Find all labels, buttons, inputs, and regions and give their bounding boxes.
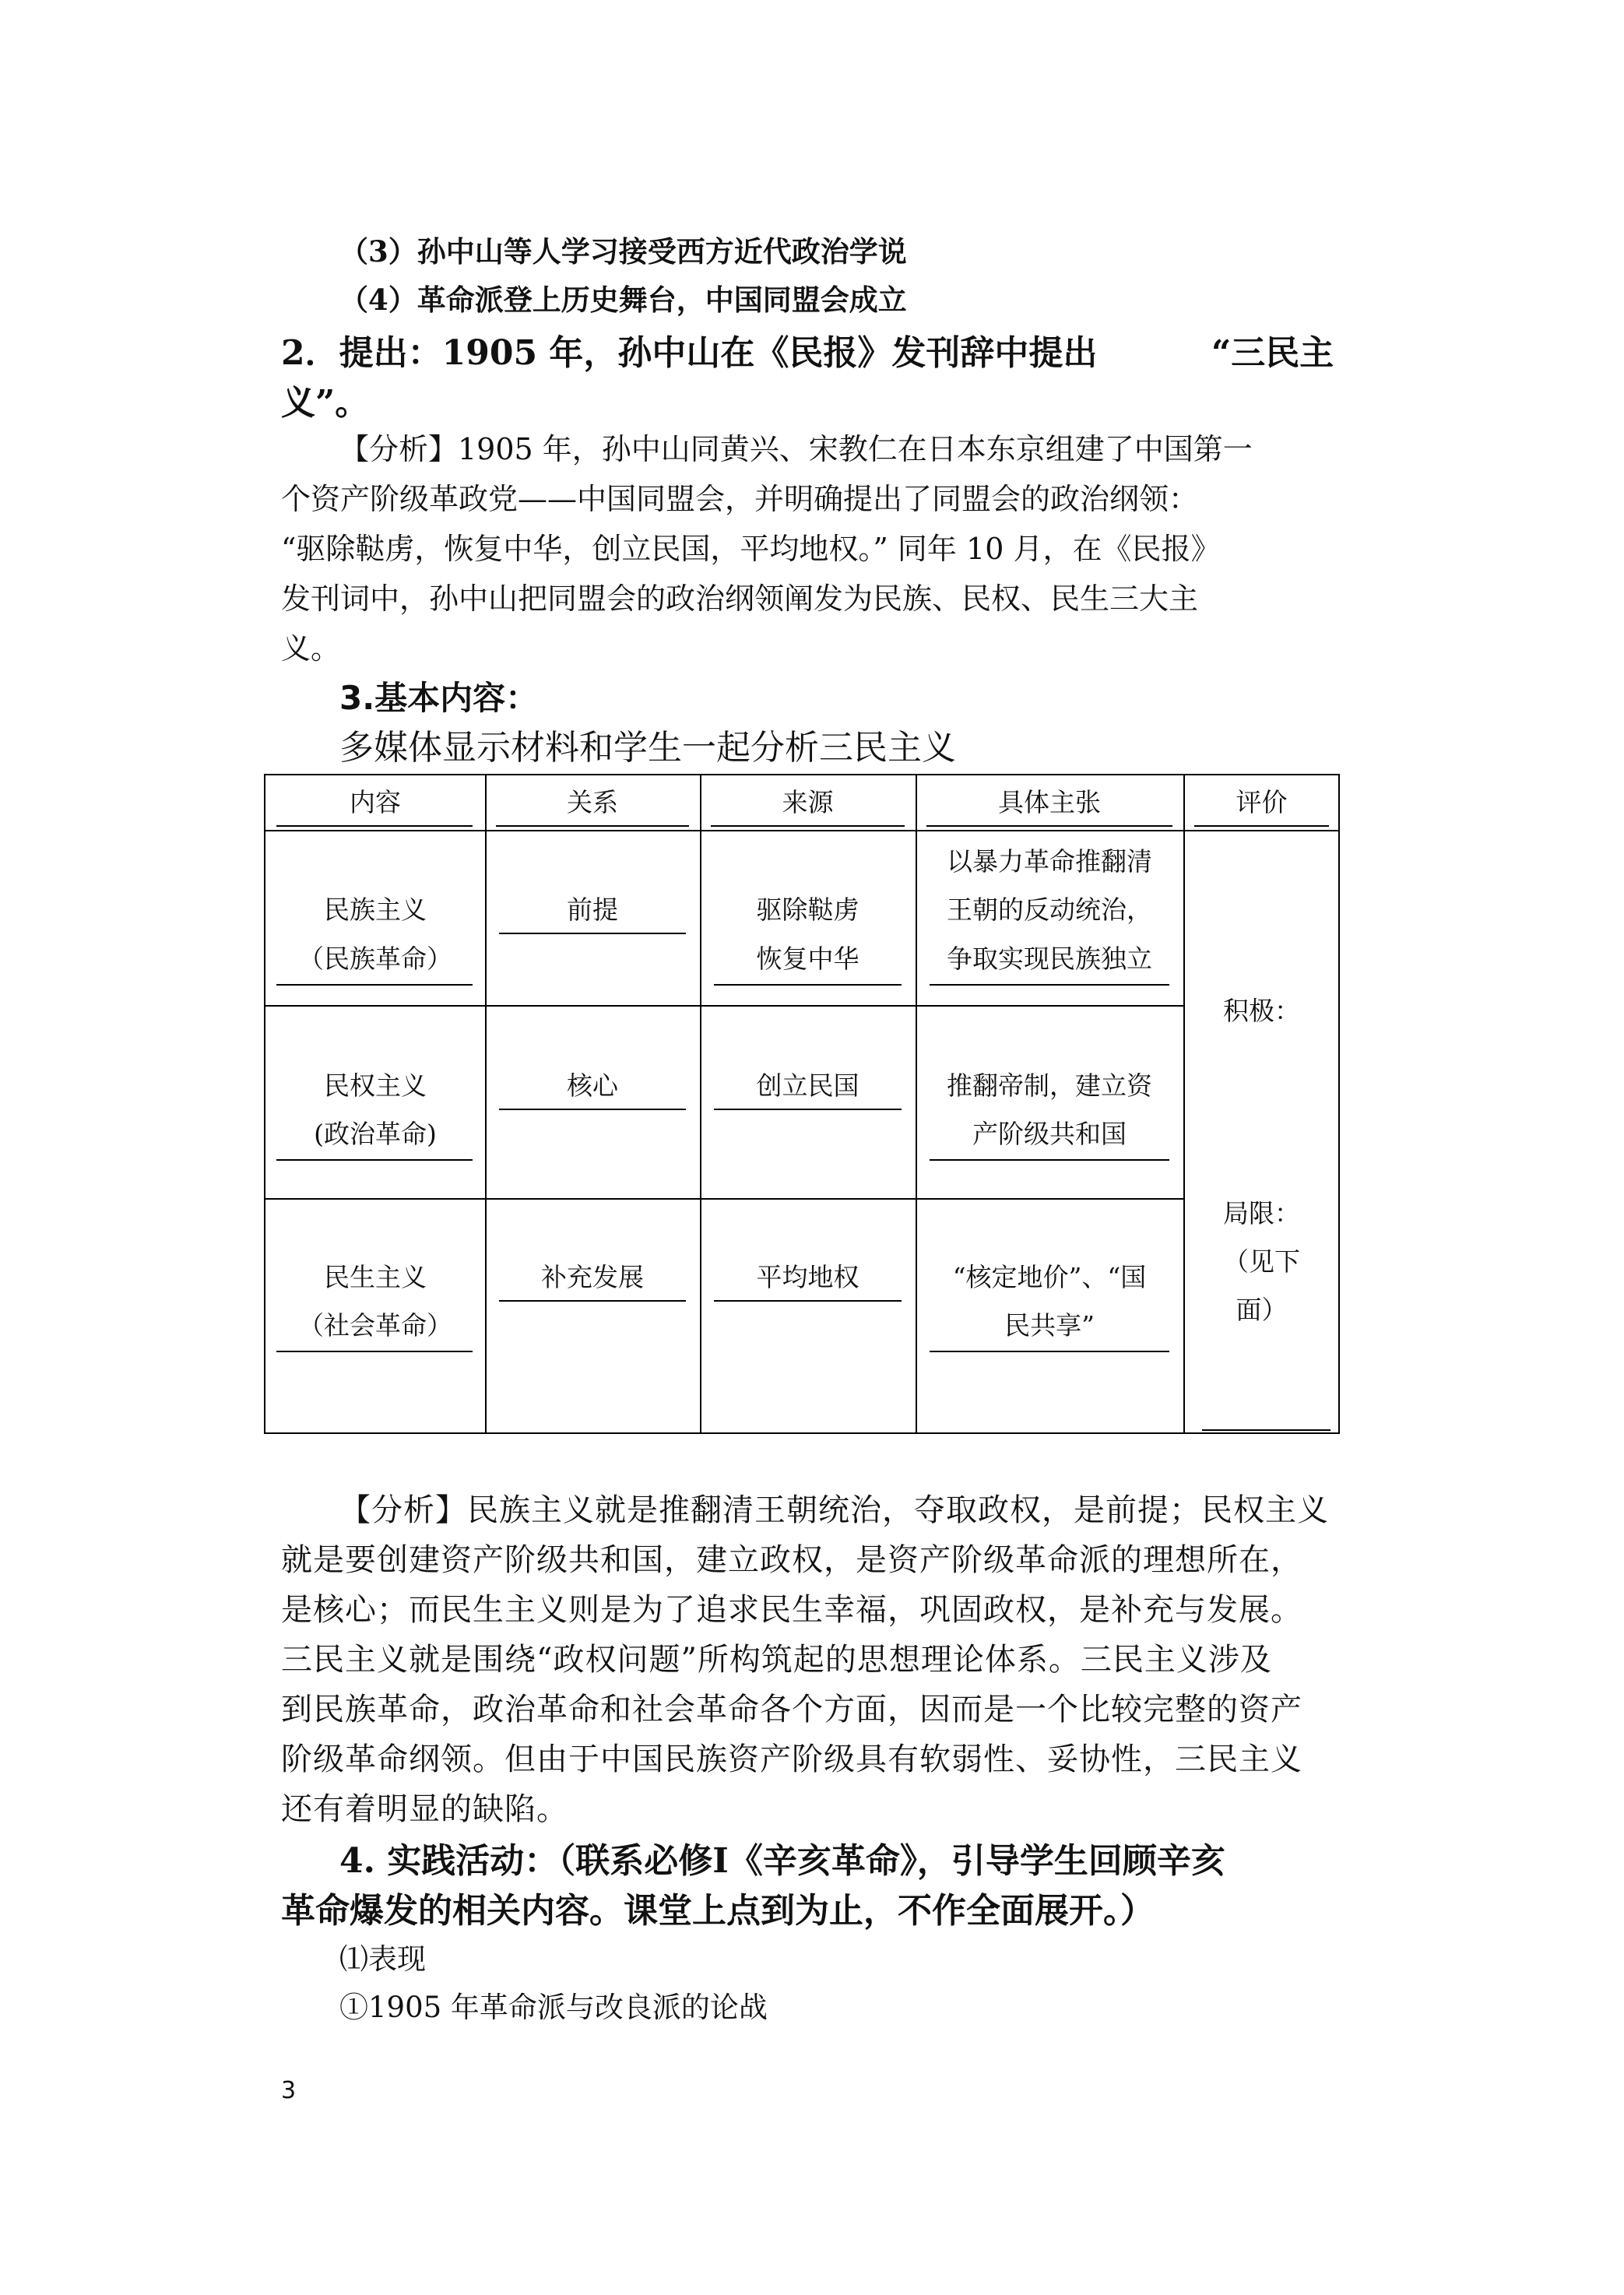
heading-2-end: 义”。 <box>281 383 370 423</box>
row3-content-1: 民生主义 <box>324 1262 427 1292</box>
analysis-2-line-6: 阶级革命纲领。但由于中国民族资产阶级具有软弱性、妥协性，三民主义 <box>281 1741 1302 1777</box>
evaluation-limit: 局限： <box>1223 1198 1300 1228</box>
analysis-1-line-3: “驱除鞑虏，恢复中华，创立民国，平均地权。” 同年 10 月，在《民报》 <box>281 532 1221 566</box>
analysis-2-line-2: 就是要创建资产阶级共和国，建立政权，是资产阶级革命派的理想所在， <box>281 1542 1302 1578</box>
row1-source-1: 驱除鞑虏 <box>756 894 859 925</box>
page-number: 3 <box>281 2077 297 2104</box>
heading-2-cont: “三民主 <box>1211 333 1334 373</box>
header-source: 来源 <box>782 787 834 817</box>
row3-relation: 补充发展 <box>541 1262 644 1292</box>
analysis-1-line-4: 发刊词中，孙中山把同盟会的政治纲领阐发为民族、民权、民生三大主 <box>281 582 1199 616</box>
evaluation-see-below-1: （见下 <box>1223 1246 1300 1277</box>
row2-relation: 核心 <box>567 1070 618 1101</box>
three-principles-table <box>264 774 1340 1434</box>
header-relation: 关系 <box>567 787 618 817</box>
analysis-2-line-5: 到民族革命，政治革命和社会革命各个方面，因而是一个比较完整的资产 <box>281 1692 1302 1727</box>
analysis-2-line-1: 【分析】民族主义就是推翻清王朝统治，夺取政权，是前提；民权主义 <box>339 1492 1329 1528</box>
row2-claim-1: 推翻帝制，建立资 <box>947 1070 1152 1101</box>
list-item-3: （3）孙中山等人学习接受西方近代政治学说 <box>339 234 907 269</box>
evaluation-positive: 积极： <box>1223 996 1300 1026</box>
row3-claim-1: “核定地价”、“国 <box>952 1262 1147 1292</box>
row2-source: 创立民国 <box>756 1070 859 1101</box>
heading-3: 3.基本内容： <box>339 679 539 717</box>
row1-claim-2: 王朝的反动统治， <box>947 894 1152 925</box>
heading-4-cont: 革命爆发的相关内容。课堂上点到为止，不作全面展开。） <box>281 1891 1155 1931</box>
header-content: 内容 <box>350 787 401 817</box>
row1-source-2: 恢复中华 <box>756 944 859 974</box>
row3-content-2: （社会革命） <box>298 1310 452 1341</box>
row3-source: 平均地权 <box>756 1262 859 1292</box>
row2-content-1: 民权主义 <box>324 1070 427 1101</box>
heading-4: 4. 实践活动：（联系必修Ⅰ《辛亥革命》，引导学生回顾辛亥 <box>339 1841 1225 1881</box>
row2-content-2: (政治革命) <box>314 1119 437 1149</box>
row1-content-1: 民族主义 <box>324 894 427 925</box>
list-item-4: （4）革命派登上历史舞台，中国同盟会成立 <box>339 283 907 317</box>
row1-content-2: （民族革命） <box>298 944 452 974</box>
subitem-performance: ⑴表现 <box>339 1942 426 1976</box>
table-intro: 多媒体显示材料和学生一起分析三民主义 <box>339 728 956 768</box>
header-evaluation: 评价 <box>1236 787 1288 817</box>
row1-claim-1: 以暴力革命推翻清 <box>947 846 1152 877</box>
evaluation-see-below-2: 面） <box>1236 1295 1288 1325</box>
subitem-debate: ①1905 年革命派与改良派的论战 <box>339 1991 768 2024</box>
heading-2: 2．提出：1905 年，孙中山在《民报》发刊辞中提出 <box>281 333 1098 373</box>
header-claim: 具体主张 <box>998 787 1101 817</box>
row2-claim-2: 产阶级共和国 <box>972 1119 1127 1149</box>
analysis-1-line-5: 义。 <box>281 631 341 666</box>
row3-claim-2: 民共享” <box>1004 1310 1095 1341</box>
row1-relation: 前提 <box>567 894 618 925</box>
analysis-2-line-4: 三民主义就是围绕“政权问题”所构筑起的思想理论体系。三民主义涉及 <box>281 1642 1272 1678</box>
row1-claim-3: 争取实现民族独立 <box>947 944 1152 974</box>
analysis-1-line-2: 个资产阶级革政党——中国同盟会，并明确提出了同盟会的政治纲领： <box>281 482 1199 516</box>
analysis-1-line-1: 【分析】1905 年，孙中山同黄兴、宋教仁在日本东京组建了中国第一 <box>339 432 1253 466</box>
analysis-2-line-7: 还有着明显的缺陷。 <box>281 1791 568 1827</box>
analysis-2-line-3: 是核心；而民生主义则是为了追求民生幸福，巩固政权，是补充与发展。 <box>281 1592 1302 1628</box>
